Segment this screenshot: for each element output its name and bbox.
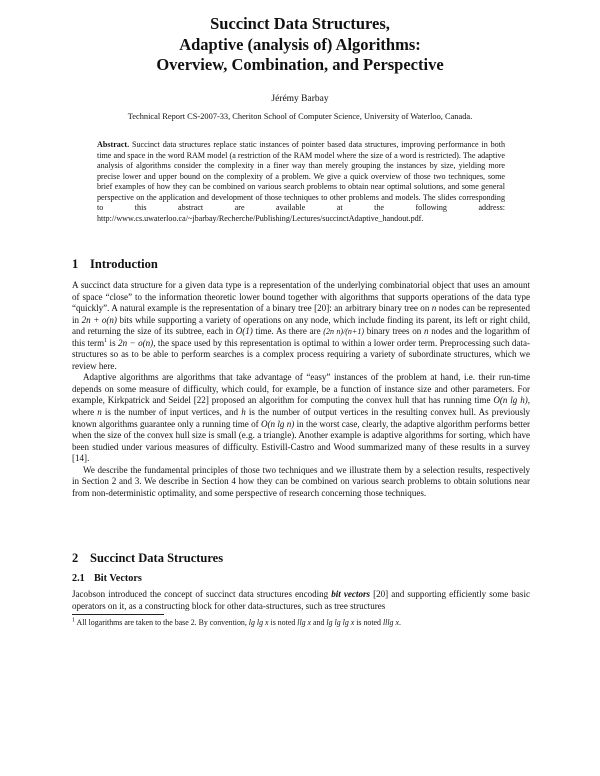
- subsection-title: Bit Vectors: [94, 573, 142, 584]
- paragraph: A succinct data structure for a given data type is a representation of the underlying combinatorial object that uses an amount of space “close” to the information theoretic lower bound together with algorithms that supports operations of the data type “quickly”. A natural example is the representation of a binary tree [20]: an arbitrary binary tree on n nodes can be represented in 2n + o(n) bits while supporting a variety of operations on any node, which include finding its parent, its left or right child, and returning the size of its subtree, each in O(1) time. As there are (2n n)/(n+1) binary trees on n nodes and the logarithm of this term$^1$ is 2n − o(n), the space used by this representation is optimal to within a lower order term. Preprocessing such data-structures so as to be able to perform searches is a complex process requiring a variety of subordinate structures, which we review here.: [72, 280, 530, 371]
- subsection-number: 2.1: [72, 573, 85, 584]
- subsection-2-1-heading: [72, 573, 142, 584]
- section-number: 2: [72, 551, 79, 565]
- paragraph: Jacobson introduced the concept of succinct data structures encoding bit vectors [20] and supporting efficiently some basic operators on it, as a constructing block for other data-structures, such as tree structures: [72, 589, 530, 611]
- abstract-text: Succinct data structures replace static instances of pointer based data structures, improving performance in both time and space in the word RAM model (a restriction of the RAM model where the size of a word is restricted). The adaptive analysis of algorithms consider the complexity in a finer way than merely grouping the instances by size, yielding more precise lower and upper bound on the complexity of a problem. We give a quick overview of those two techniques, some brief examples of how they can be combined on various search problems to obtain near optimal solutions, and some general perspective on the application and development of those techniques to other problems and models. The slides corresponding to this abstract are available at the following address: http://www.cs.uwaterloo.ca/~jbarbay/Recherche/Publishing/Lectures/succinctAdaptive_handout.pdf.: [97, 140, 505, 223]
- math: n: [97, 407, 102, 418]
- paper-title: [70, 14, 530, 76]
- math: lg lg x: [248, 618, 269, 627]
- introduction-body: [72, 280, 530, 499]
- math: 2n + o(n): [81, 314, 117, 325]
- math: O(n lg n): [260, 418, 295, 429]
- paragraph: Adaptive algorithms are algorithms that take advantage of “easy” instances of the problem at hand, i.e. their run-time depends on some measure of difficulty, which could, for example, be a function of instance size and other parameters. For example, Kirkpatrick and Seidel [22] proposed an algorithm for computing the convex hull that has running time O(n lg h), where n is the number of input vertices, and h is the number of output vertices in the resulting convex hull. As previously known algorithms guarantee only a running time of O(n lg n) in the worst case, clearly, the adaptive algorithm performs better when the size of the convex hull size is small (e.g. a triangle). Another example is adaptive algorithms for sorting, which have been studied under various measures of difficulty. Estivill-Castro and Wood summarized many of these results in a survey [14].: [72, 372, 531, 464]
- title-line-2: Adaptive (analysis of) Algorithms:: [179, 34, 421, 54]
- section-1-heading: [72, 257, 158, 272]
- math: O(1): [235, 326, 253, 337]
- math: n: [424, 326, 429, 337]
- math: O(n lg h): [493, 395, 528, 406]
- section-title: Succinct Data Structures: [90, 551, 224, 565]
- abstract-label: Abstract.: [97, 140, 130, 149]
- emphasis: bit vectors: [331, 589, 371, 599]
- abstract: [97, 140, 505, 224]
- author: Jérémy Barbay: [271, 94, 329, 104]
- math: (2n n)/(n+1): [323, 327, 364, 337]
- section-2-heading: [72, 551, 223, 566]
- affiliation: Technical Report CS-2007-33, Cheriton School of Computer Science, University of Waterloo, Canada.: [127, 112, 473, 121]
- footnote-mark: 1: [72, 617, 75, 624]
- section-number: 1: [72, 257, 79, 271]
- footnote-ref[interactable]: 1: [104, 337, 108, 344]
- math: llg x: [297, 618, 312, 627]
- title-line-3: Overview, Combination, and Perspective: [156, 55, 444, 74]
- math: lllg x: [382, 618, 399, 627]
- footnote-rule: [72, 614, 164, 615]
- footnote: $^1$ All logarithms are taken to the base 2. By convention, lg lg x is noted llg x and lg lg lg x is noted lllg x.: [72, 617, 401, 627]
- math: 2n − o(n): [118, 337, 154, 348]
- math: h: [241, 407, 246, 418]
- math: lg lg lg x: [326, 618, 355, 627]
- bit-vectors-body: [72, 589, 530, 612]
- paragraph: We describe the fundamental principles of those two techniques and we illustrate them by a selection results, respectively in Section 2 and 3. We describe in Section 4 how they can be combined on various search problems to obtain solutions near from non-deterministic optimality, and some perspective of research concerning those techniques.: [72, 464, 530, 498]
- math: n: [431, 303, 437, 314]
- title-line-1: Succinct Data Structures,: [210, 14, 390, 33]
- section-title: Introduction: [90, 257, 158, 271]
